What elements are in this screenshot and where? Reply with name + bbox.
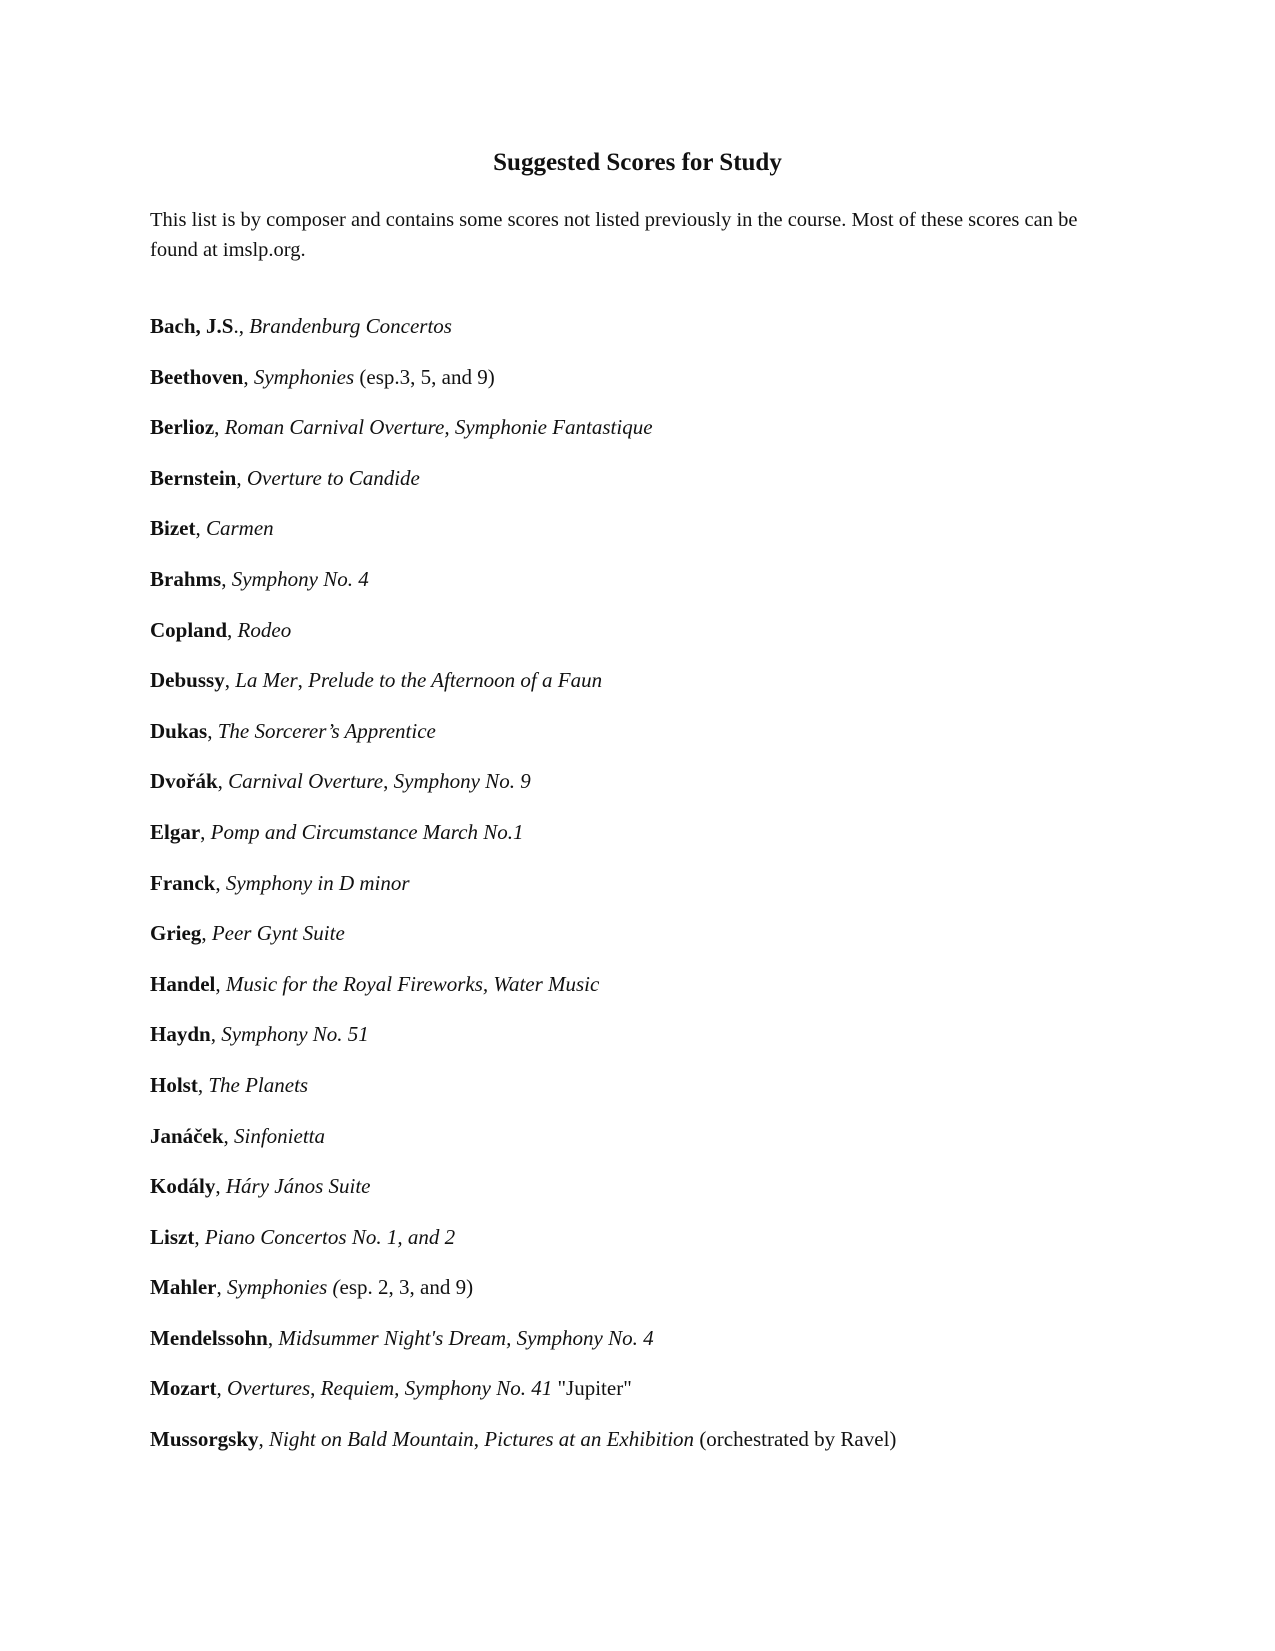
work-title: Sinfonietta [234, 1123, 325, 1148]
entry-text: , [200, 819, 211, 844]
composer-name: Mozart [150, 1376, 217, 1401]
work-title: Brandenburg Concertos [249, 314, 452, 338]
entry-text: "Jupiter" [552, 1376, 632, 1401]
entry-text: , [310, 1376, 321, 1401]
work-title: Symphony No. 9 [393, 769, 531, 794]
composer-name: Holst [150, 1072, 198, 1097]
entry-text: , [216, 1275, 227, 1300]
entry-text: , [223, 1123, 234, 1148]
entry-text: esp. 2, 3, and 9) [339, 1275, 474, 1300]
work-title: Pictures at an Exhibition [484, 1427, 695, 1452]
composer-name: Liszt [150, 1224, 195, 1249]
entry-text: , [221, 566, 232, 591]
page-title: Suggested Scores for Study [493, 149, 782, 176]
score-entry [150, 919, 1150, 970]
entry-text: , [383, 769, 394, 794]
score-entry [150, 1273, 1150, 1324]
score-entry [150, 1324, 1150, 1375]
composer-name: Mussorgsky [150, 1427, 259, 1452]
score-entry [150, 1223, 1150, 1274]
work-title: Overture to Candide [246, 465, 420, 490]
entry-text: ., [233, 314, 250, 338]
entry-text: , [207, 718, 218, 743]
composer-name: Bach, J.S [150, 314, 234, 338]
score-entry [150, 312, 1150, 363]
work-title: Midsummer Night's Dream, Symphony No. 4 [278, 1325, 654, 1350]
entry-text: , [236, 465, 247, 490]
work-title: Night on Bald Mountain [269, 1427, 474, 1452]
score-entry [150, 1425, 1150, 1476]
entry-text: , [473, 1427, 485, 1452]
composer-name: Janáček [150, 1123, 224, 1148]
entry-text: , [267, 1325, 279, 1350]
work-title: Music for the Royal Fireworks, Water Music [225, 971, 600, 996]
score-entry [150, 1374, 1150, 1425]
work-title: Peer Gynt Suite [211, 921, 345, 946]
work-title: Roman Carnival Overture, Symphonie Fantastique [224, 415, 653, 440]
work-title: Symphonies ( [226, 1275, 340, 1300]
composer-name: Elgar [150, 819, 201, 844]
score-entry [150, 514, 1150, 565]
entry-text: , [201, 921, 212, 946]
score-entry [150, 767, 1150, 818]
entry-text: , [197, 1072, 209, 1097]
entry-text: (esp.3, 5, and 9) [354, 364, 495, 389]
work-title: The Planets [208, 1072, 309, 1097]
score-entry [150, 413, 1150, 464]
intro-paragraph: This list is by composer and contains some scores not listed previously in the course. Most of these scores can be found at imslp.org. [150, 209, 1078, 261]
entry-text: , [258, 1427, 270, 1452]
entry-text: , [227, 617, 238, 642]
composer-name: Grieg [150, 921, 202, 946]
composer-name: Brahms [150, 566, 222, 591]
composer-name: Dvořák [150, 769, 218, 794]
work-title: Symphonies [253, 364, 355, 389]
score-entry [150, 818, 1150, 869]
entry-text: , [215, 1174, 226, 1199]
score-entry [150, 616, 1150, 667]
score-entry [150, 869, 1150, 920]
entry-text: , [297, 668, 309, 693]
composer-name: Mahler [150, 1275, 217, 1300]
entry-text: , [214, 415, 225, 440]
work-title: Symphony No. 51 [221, 1022, 369, 1047]
composer-name: Haydn [150, 1022, 211, 1047]
composer-name: Copland [150, 617, 228, 642]
score-entry [150, 1122, 1150, 1173]
work-title: Rodeo [237, 617, 292, 642]
work-title: Overtures [226, 1376, 311, 1401]
score-entry [150, 666, 1150, 717]
composer-name: Kodály [150, 1174, 216, 1199]
score-entry [150, 565, 1150, 616]
score-entry [150, 464, 1150, 515]
score-entry [150, 1020, 1150, 1071]
work-title: The Sorcerer’s Apprentice [217, 718, 436, 743]
composer-name: Dukas [150, 718, 208, 743]
work-title: Carmen [205, 516, 274, 541]
work-title: Symphony in D minor [225, 870, 410, 895]
entry-text: , [215, 870, 226, 895]
work-title: Prelude to the Afternoon of a Faun [308, 668, 603, 693]
entry-text: , [215, 971, 226, 996]
composer-name: Debussy [150, 668, 225, 693]
entry-text: , [194, 1224, 205, 1249]
composer-name: Franck [150, 870, 216, 895]
work-title: Requiem, Symphony No. 41 [320, 1376, 553, 1401]
work-title: Háry János Suite [225, 1174, 371, 1199]
composer-name: Bizet [150, 516, 196, 541]
entry-text: (orchestrated by Ravel) [694, 1427, 897, 1452]
entry-text: , [195, 516, 206, 541]
score-list [150, 312, 1150, 1476]
work-title: Symphony No. 4 [231, 566, 369, 591]
composer-name: Mendelssohn [150, 1325, 268, 1350]
entry-text: , [217, 769, 229, 794]
work-title: La Mer [235, 668, 298, 693]
work-title: Piano Concertos No. 1, and 2 [204, 1224, 456, 1249]
work-title: Carnival Overture [228, 769, 384, 794]
entry-text: , [216, 1376, 227, 1401]
score-entry [150, 1071, 1150, 1122]
score-entry [150, 1172, 1150, 1223]
work-title: Pomp and Circumstance March No.1 [210, 819, 524, 844]
composer-name: Beethoven [150, 364, 244, 389]
score-entry [150, 970, 1150, 1021]
entry-text: , [224, 668, 236, 693]
composer-name: Bernstein [150, 465, 237, 490]
entry-text: , [243, 364, 254, 389]
entry-text: , [210, 1022, 222, 1047]
score-entry [150, 363, 1150, 414]
composer-name: Handel [150, 971, 216, 996]
composer-name: Berlioz [150, 415, 215, 440]
score-entry [150, 717, 1150, 768]
